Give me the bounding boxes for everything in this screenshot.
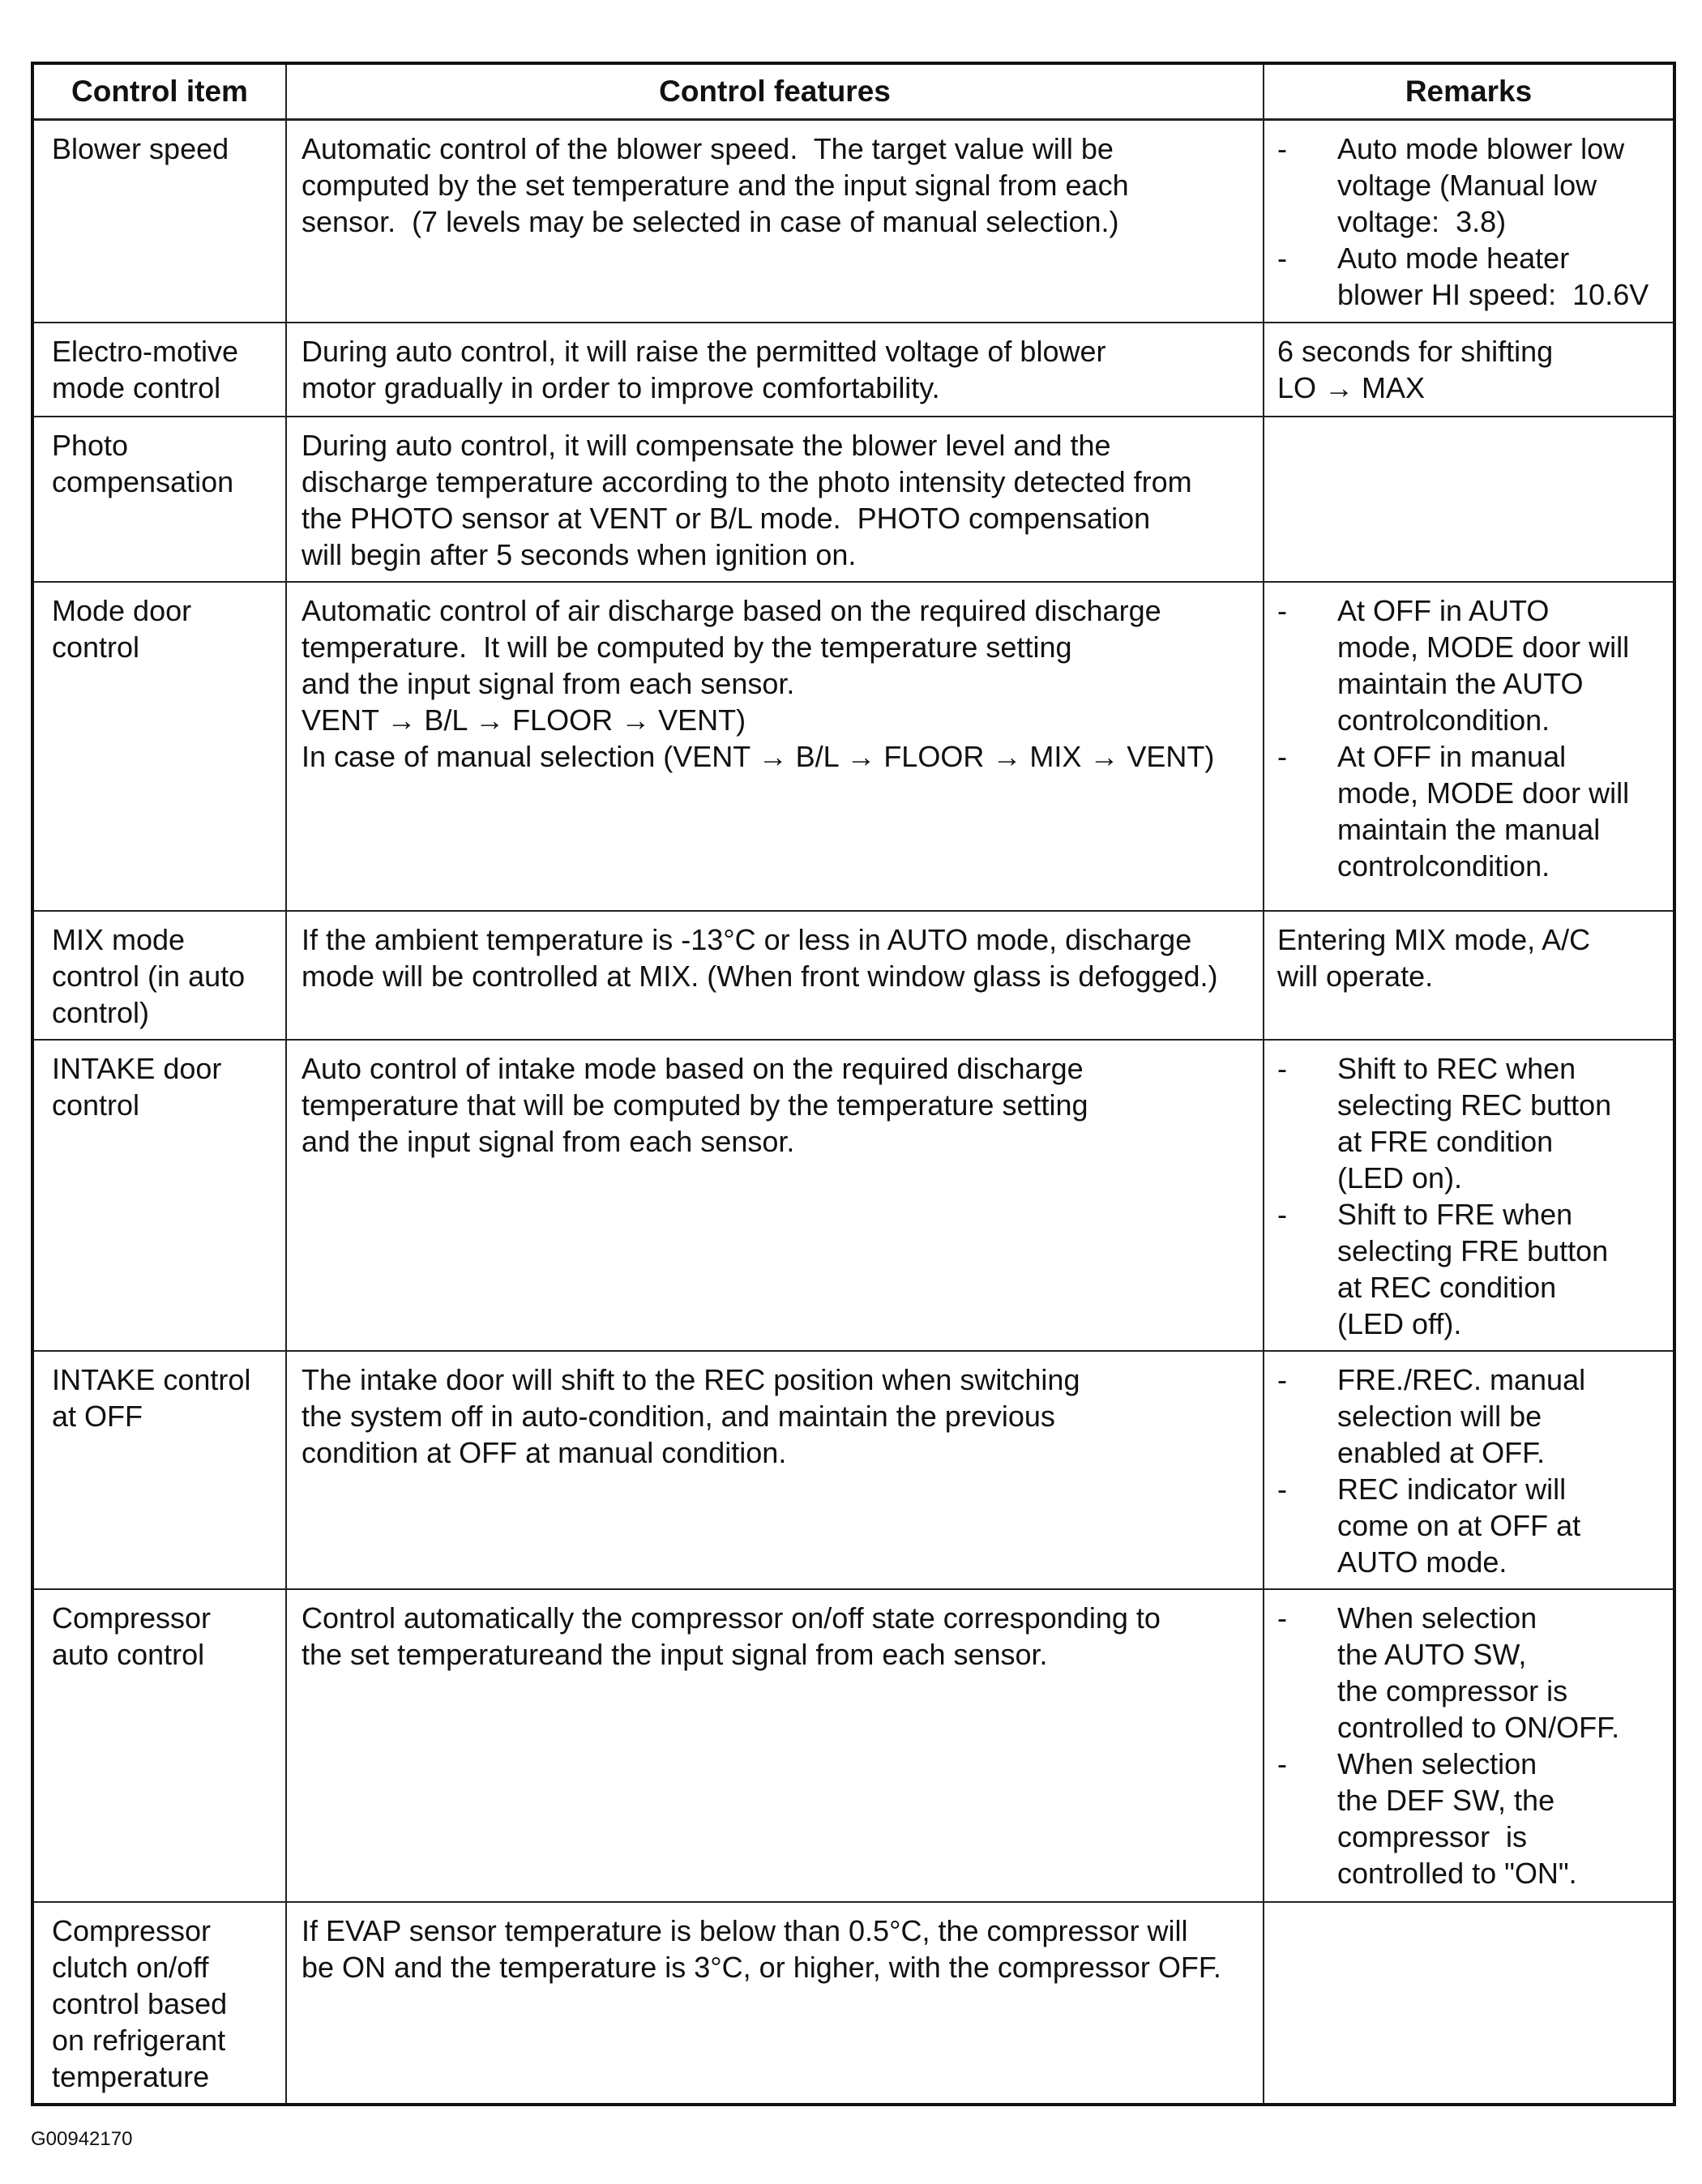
remark-bullet-line: FRE./REC. manual: [1337, 1362, 1586, 1396]
bullet-dash-icon: -: [1277, 1746, 1287, 1780]
control-features-cell: [286, 1351, 1264, 1589]
control-item-line: control: [52, 1088, 140, 1122]
remark-bullet-line: When selection: [1337, 1746, 1537, 1780]
remarks-cell: [1264, 417, 1674, 582]
remark-bullet-line: When selection: [1337, 1601, 1537, 1635]
control-item-line: clutch on/off: [52, 1950, 209, 1984]
remarks-cell: [1264, 323, 1674, 417]
table-row: [32, 120, 1674, 323]
remark-bullet-text: [1337, 1361, 1666, 1471]
remark-bullet-line: maintain the manual: [1337, 812, 1601, 846]
remark-bullet: [1277, 240, 1666, 313]
figure-code: G00942170: [31, 2128, 133, 2150]
feature-line: motor gradually in order to improve comfortability.: [301, 370, 940, 404]
remark-bullet-text: [1337, 592, 1666, 738]
remarks-cell: [1264, 1351, 1674, 1589]
remark-bullet-line: AUTO mode.: [1337, 1545, 1507, 1579]
control-item-line: control: [52, 630, 140, 664]
remark-bullet: [1277, 1600, 1666, 1746]
control-features-cell: [286, 1902, 1264, 2105]
remark-bullet-line: mode, MODE door will: [1337, 776, 1630, 810]
remark-bullet-line: REC indicator will: [1337, 1472, 1567, 1506]
control-item-line: temperature: [52, 2059, 210, 2093]
remark-bullet-line: controlled to "ON".: [1337, 1856, 1577, 1890]
feature-line: discharge temperature according to the photo intensity detected from: [301, 464, 1192, 498]
table-row: [32, 323, 1674, 417]
remark-bullet-line: the AUTO SW,: [1337, 1637, 1527, 1671]
remarks-cell: [1264, 1040, 1674, 1351]
remark-bullet-line: at REC condition: [1337, 1270, 1557, 1304]
table-row: [32, 1589, 1674, 1902]
control-item-line: compensation: [52, 464, 234, 498]
remark-bullet-text: [1337, 738, 1666, 884]
table-row: [32, 1902, 1674, 2105]
control-item-line: control (in auto: [52, 959, 246, 993]
feature-line: condition at OFF at manual condition.: [301, 1435, 787, 1469]
header-row: [32, 63, 1674, 120]
feature-line: the set temperatureand the input signal from each sensor.: [301, 1637, 1048, 1671]
remarks-cell: [1264, 911, 1674, 1040]
control-item-line: MIX mode: [52, 922, 186, 956]
remark-bullet-line: At OFF in manual: [1337, 739, 1567, 773]
feature-line: Automatic control of the blower speed. The target value will be: [301, 132, 1114, 165]
remark-bullet-line: selecting REC button: [1337, 1088, 1612, 1122]
remark-bullet-line: Shift to REC when: [1337, 1051, 1576, 1085]
table-body: [32, 120, 1674, 2105]
control-item-line: INTAKE control: [52, 1362, 251, 1396]
remark-bullet-line: compressor is: [1337, 1819, 1528, 1853]
control-item-line: control based: [52, 1986, 228, 2020]
control-item-line: Photo: [52, 428, 129, 462]
remark-bullet-line: come on at OFF at: [1337, 1508, 1581, 1542]
feature-line: mode will be controlled at MIX. (When front window glass is defogged.): [301, 959, 1218, 993]
remark-bullet-line: controlled to ON/OFF.: [1337, 1710, 1620, 1744]
header-control-item: Control item: [32, 63, 286, 120]
control-item-cell: [32, 582, 286, 911]
bullet-dash-icon: -: [1277, 1362, 1287, 1396]
feature-line: be ON and the temperature is 3°C, or higher, with the compressor OFF.: [301, 1950, 1221, 1984]
feature-line: In case of manual selection (VENT → B/L → FLOOR → MIX → VENT): [301, 739, 1215, 773]
control-item-cell: [32, 1902, 286, 2105]
control-item-cell: [32, 120, 286, 323]
control-item-line: Compressor: [52, 1601, 212, 1635]
bullet-dash-icon: -: [1277, 739, 1287, 773]
remarks-cell: [1264, 1902, 1674, 2105]
feature-line: temperature that will be computed by the temperature setting: [301, 1088, 1088, 1122]
control-table: [31, 62, 1676, 2106]
remark-bullet-text: [1337, 1600, 1666, 1746]
feature-line: Control automatically the compressor on/off state corresponding to: [301, 1601, 1161, 1635]
control-item-line: auto control: [52, 1637, 205, 1671]
remarks-cell: [1264, 1589, 1674, 1902]
remark-line: 6 seconds for shifting: [1277, 334, 1554, 368]
control-item-cell: [32, 911, 286, 1040]
control-features-cell: [286, 1040, 1264, 1351]
control-item-line: at OFF: [52, 1399, 143, 1433]
bullet-dash-icon: -: [1277, 241, 1287, 275]
feature-line: and the input signal from each sensor.: [301, 666, 795, 700]
feature-line: If the ambient temperature is -13°C or less in AUTO mode, discharge: [301, 922, 1192, 956]
remark-bullet-line: selecting FRE button: [1337, 1233, 1609, 1267]
remark-bullet-line: Auto mode blower low: [1337, 132, 1625, 165]
remark-bullet-line: Shift to FRE when: [1337, 1197, 1573, 1231]
remark-bullet-line: blower HI speed: 10.6V: [1337, 278, 1649, 311]
feature-line: and the input signal from each sensor.: [301, 1124, 795, 1158]
remarks-cell: [1264, 120, 1674, 323]
remark-bullet: [1277, 738, 1666, 884]
bullet-dash-icon: -: [1277, 1601, 1287, 1635]
bullet-dash-icon: -: [1277, 593, 1287, 627]
table-row: [32, 911, 1674, 1040]
remark-bullet-line: (LED on).: [1337, 1160, 1463, 1195]
remark-bullet-line: at FRE condition: [1337, 1124, 1554, 1158]
control-item-line: INTAKE door: [52, 1051, 222, 1085]
control-features-cell: [286, 417, 1264, 582]
bullet-dash-icon: -: [1277, 1472, 1287, 1506]
control-features-cell: [286, 120, 1264, 323]
remark-bullet-line: selection will be: [1337, 1399, 1542, 1433]
control-item-cell: [32, 1040, 286, 1351]
header-control-features: Control features: [286, 63, 1264, 120]
remark-line: will operate.: [1277, 959, 1434, 993]
control-item-line: Electro-motive: [52, 334, 239, 368]
remark-bullet-line: controlcondition.: [1337, 703, 1550, 737]
remark-bullet-text: [1337, 1196, 1666, 1342]
bullet-dash-icon: -: [1277, 1051, 1287, 1085]
feature-line: The intake door will shift to the REC position when switching: [301, 1362, 1080, 1396]
control-item-cell: [32, 323, 286, 417]
feature-line: the system off in auto-condition, and maintain the previous: [301, 1399, 1055, 1433]
remark-bullet-line: enabled at OFF.: [1337, 1435, 1546, 1469]
table-row: [32, 1351, 1674, 1589]
control-item-cell: [32, 1589, 286, 1902]
remark-bullet: [1277, 1050, 1666, 1196]
remark-bullet: [1277, 1196, 1666, 1342]
remark-bullet-line: mode, MODE door will: [1337, 630, 1630, 664]
feature-line: computed by the set temperature and the input signal from each: [301, 169, 1129, 202]
remark-bullet: [1277, 1361, 1666, 1471]
control-item-cell: [32, 417, 286, 582]
control-item-line: Compressor: [52, 1913, 212, 1947]
feature-line: Automatic control of air discharge based on the required discharge: [301, 593, 1161, 627]
remark-bullet-line: the DEF SW, the: [1337, 1783, 1555, 1817]
remark-bullet-text: [1337, 240, 1666, 313]
remark-bullet: [1277, 592, 1666, 738]
remark-line: Entering MIX mode, A/C: [1277, 922, 1591, 956]
feature-line: the PHOTO sensor at VENT or B/L mode. PHOTO compensation: [301, 501, 1151, 535]
remark-bullet-line: (LED off).: [1337, 1306, 1462, 1340]
remark-bullet-text: [1337, 1746, 1666, 1891]
feature-line: sensor. (7 levels may be selected in case of manual selection.): [301, 205, 1119, 238]
remarks-cell: [1264, 582, 1674, 911]
bullet-dash-icon: -: [1277, 1197, 1287, 1231]
remark-bullet-line: the compressor is: [1337, 1673, 1568, 1707]
remark-bullet-line: voltage: 3.8): [1337, 205, 1507, 238]
feature-line: If EVAP sensor temperature is below than 0.5°C, the compressor will: [301, 1913, 1188, 1947]
remark-bullet: [1277, 1471, 1666, 1580]
feature-line: temperature. It will be computed by the temperature setting: [301, 630, 1072, 664]
remark-bullet: [1277, 130, 1666, 240]
remark-bullet-text: [1337, 130, 1666, 240]
remark-bullet-line: Auto mode heater: [1337, 241, 1570, 275]
feature-line: During auto control, it will raise the permitted voltage of blower: [301, 334, 1106, 368]
control-item-line: on refrigerant: [52, 2023, 226, 2057]
control-features-cell: [286, 911, 1264, 1040]
remark-bullet-line: voltage (Manual low: [1337, 169, 1597, 202]
control-features-cell: [286, 323, 1264, 417]
remark-bullet: [1277, 1746, 1666, 1891]
feature-line: During auto control, it will compensate the blower level and the: [301, 428, 1111, 462]
table-row: [32, 582, 1674, 911]
feature-line: Auto control of intake mode based on the required discharge: [301, 1051, 1084, 1085]
remark-line: LO → MAX: [1277, 370, 1426, 404]
control-item-cell: [32, 1351, 286, 1589]
feature-line: VENT → B/L → FLOOR → VENT): [301, 703, 746, 737]
remark-bullet-line: maintain the AUTO: [1337, 666, 1584, 700]
table-row: [32, 417, 1674, 582]
remark-bullet-line: At OFF in AUTO: [1337, 593, 1550, 627]
control-item-line: control): [52, 995, 150, 1029]
feature-line: will begin after 5 seconds when ignition on.: [301, 537, 857, 571]
control-features-cell: [286, 582, 1264, 911]
control-item-line: mode control: [52, 370, 221, 404]
remark-bullet-text: [1337, 1050, 1666, 1196]
remark-bullet-text: [1337, 1471, 1666, 1580]
control-item-line: Blower speed: [52, 132, 229, 165]
header-remarks: Remarks: [1264, 63, 1674, 120]
table-row: [32, 1040, 1674, 1351]
control-features-cell: [286, 1589, 1264, 1902]
bullet-dash-icon: -: [1277, 132, 1287, 165]
remark-bullet-line: controlcondition.: [1337, 848, 1550, 883]
control-item-line: Mode door: [52, 593, 192, 627]
